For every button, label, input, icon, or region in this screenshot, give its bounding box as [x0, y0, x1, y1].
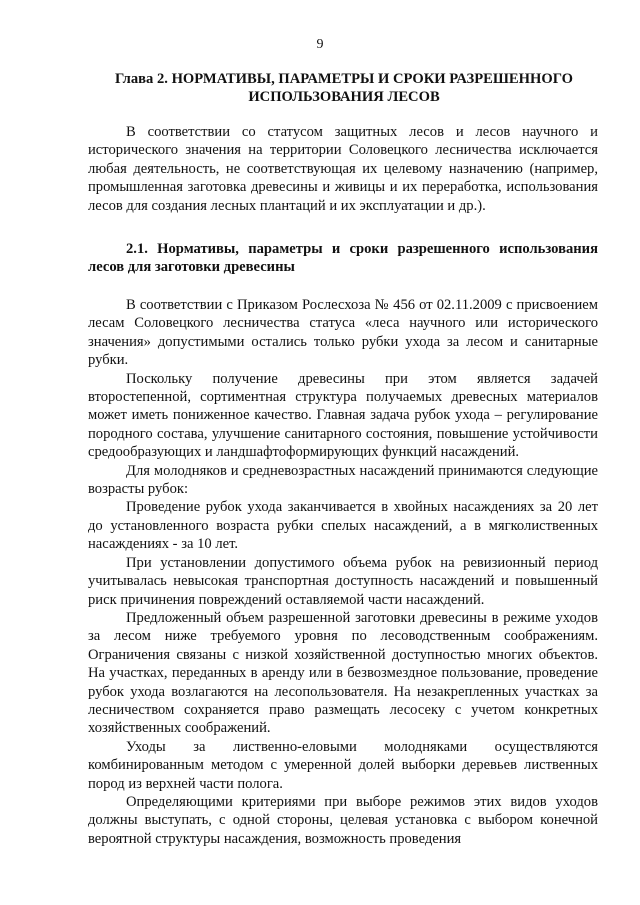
intro-paragraph: В соответствии со статусом защитных лесов и лесов научного и исторического значения на территории Соловецкого лесничества исключается любая деятельность, не соответствующая их целевому назначению (например, промышленная заготовка древесины и живицы и их переработка, использования лесов для создания лесных плантаций и их эксплуатации и др.). [88, 124, 598, 214]
paragraph: Проведение рубок ухода заканчивается в хвойных насаждениях за 20 лет до установленного возраста рубки спелых насаждений, а в мягколиственных насаждениях - за 10 лет. [88, 499, 598, 553]
intro-paragraph-block [88, 123, 598, 215]
paragraph: Определяющими критериями при выборе режимов этих видов уходов должны выступать, с одной стороны, целевая установка с выбором конечной вероятной структуры насаждения, возможность проведения [88, 793, 598, 847]
paragraph: Поскольку получение древесины при этом является задачей второстепенной, сортиментная структура получаемых древесных материалов может иметь пониженное качество. Главная задача рубок ухода – регулирование породного состава, улучшение санитарного состояния, повышение устойчивости средообразующих и ландшафтоформирующих функций насаждений. [88, 370, 598, 461]
section-title: 2.1. Нормативы, параметры и сроки разрешенного использования лесов для заготовки древесины [88, 241, 598, 276]
chapter-title: Глава 2. НОРМАТИВЫ, ПАРАМЕТРЫ И СРОКИ РАЗРЕШЕННОГО ИСПОЛЬЗОВАНИЯ ЛЕСОВ [115, 71, 573, 106]
paragraph: Предложенный объем разрешенной заготовки древесины в режиме уходов за лесом ниже требуемого уровня по лесоводственным соображениям. Ограничения связаны с низкой хозяйственной доступностью многих объектов. На участках, переданных в аренду или в безвозмездное пользование, проведение рубок ухода возлагаются на лесопользователя. На незакрепленных участках за лесничеством сохраняется право размещать лесосеку с учетом конкретных хозяйственных соображений. [88, 609, 598, 737]
section-heading-block [88, 240, 598, 277]
paragraph: Для молодняков и средневозрастных насаждений принимаются следующие возрасты рубок: [88, 462, 598, 498]
page-number: 9 [316, 37, 324, 52]
paragraph: В соответствии с Приказом Рослесхоза № 456 от 02.11.2009 с присвоением лесам Соловецкого лесничества статуса «леса научного или исторического значения» допустимыми остались только рубки ухода за лесом и санитарные рубки. [88, 297, 598, 369]
paragraph: При установлении допустимого объема рубок на ревизионный период учитывалась невысокая транспортная доступность насаждений и повышенный риск причинения повреждений оставляемой части насаждений. [88, 554, 598, 608]
paragraph: Уходы за лиственно-еловыми молодняками осуществляются комбинированным методом с умеренной долей выборки деревьев лиственных пород из верхней части полога. [88, 738, 598, 792]
body-text [88, 296, 598, 848]
